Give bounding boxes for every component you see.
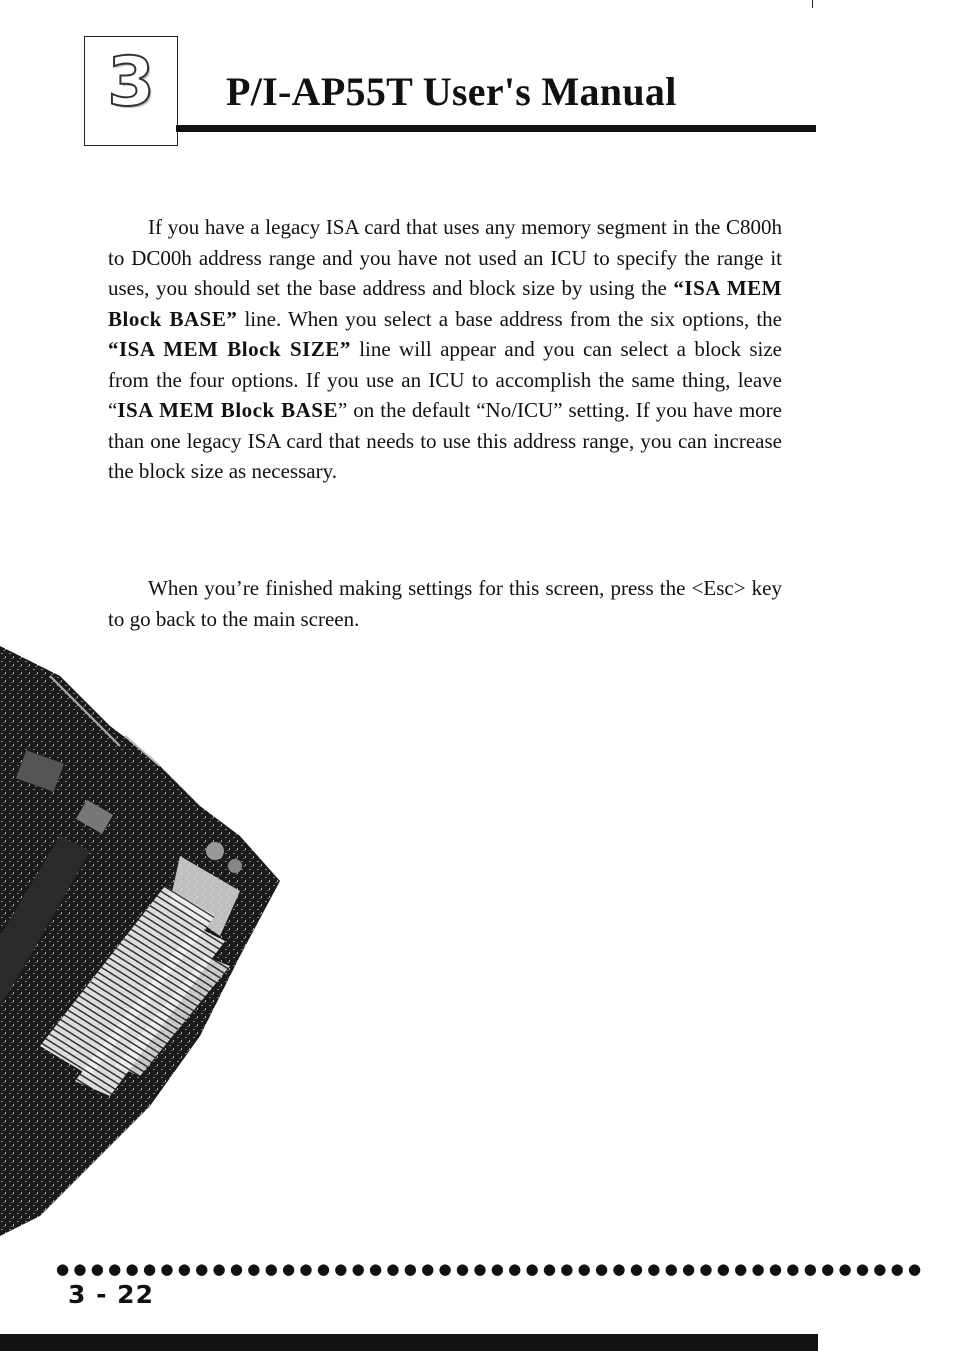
setting-name: ISA MEM Block BASE: [117, 398, 338, 422]
paragraph-isa-mem: [108, 212, 782, 487]
paragraph-text: ” on the default “No/ICU” setting. If you have more than one legacy ISA card that needs to use this address range, you can increase the block size as necessary.: [108, 398, 782, 483]
setting-name: “ISA MEM Block SIZE”: [108, 337, 351, 361]
chapter-box: [84, 36, 178, 146]
paragraph-text: If you have a legacy ISA card that uses any memory segment in the C800h to DC00h address range and you have not used an ICU to specify the range it uses, you should set the base address and block size by using the: [108, 215, 782, 300]
chapter-number: 3: [107, 43, 155, 122]
setting-name: “ISA MEM Block BASE”: [108, 276, 782, 331]
header-rule: [176, 125, 816, 132]
footer-dots: ●●●●●●●●●●●●●●●●●●●●●●●●●●●●●●●●●●●●●●●●●●●●●●●●●●: [56, 1260, 926, 1278]
paragraph-text: line. When you select a base address from the six options, the: [237, 306, 782, 331]
footer-rule: [0, 1334, 818, 1351]
edge-line: [812, 0, 813, 8]
motherboard-image: [0, 636, 290, 1236]
page-number: 3 - 22: [68, 1280, 154, 1309]
paragraph-finish: [108, 573, 782, 634]
paragraph-text: When you’re finished making settings for this screen, press the <Esc> key to go back to the main screen.: [108, 576, 782, 631]
paragraph-text: line will appear and you can select a block size from the four options. If you use an ICU to accomplish the same thing, leave “: [108, 337, 782, 422]
page-title: P/I-AP55T User's Manual: [226, 69, 677, 114]
